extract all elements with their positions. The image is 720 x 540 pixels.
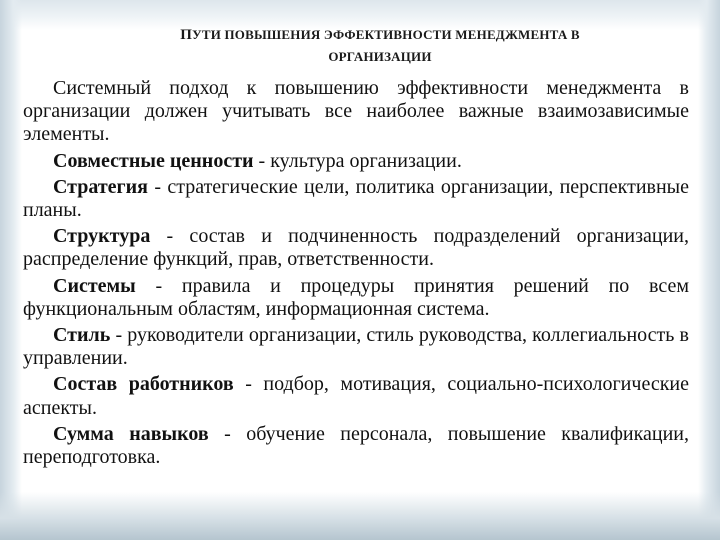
slide-frame-right [698,0,720,540]
item-term: Системы [53,274,136,297]
item-term: Совместные ценности [53,149,254,172]
slide-frame-left [0,0,22,540]
item-text: - правила и процедуры принятия решений по всем функциональным областям, информационная система. [23,274,689,320]
item-text: - состав и подчиненность подразделений организации, распределение функций, прав, ответственности. [23,225,689,271]
item-skills [23,423,689,469]
intro-paragraph: Системный подход к повышению эффективности менеджмента в организации должен учитывать все наиболее важные взаимозависимые элементы. [23,77,689,146]
item-style [23,324,689,370]
title-line1-text: УТИ ПОВЫШЕНИЯ ЭФФЕКТИВНОСТИ МЕНЕДЖМЕНТА В [192,27,580,42]
item-staff [23,373,689,419]
item-term: Стиль [53,324,111,347]
item-text: - подбор, мотивация, социально-психологические аспекты. [23,373,689,419]
item-text: - стратегические цели, политика организации, перспективные планы. [23,175,689,222]
item-structure [23,225,689,271]
item-strategy [23,176,689,222]
item-term: Состав работников [53,373,234,396]
slide-title-line2: ОРГАНИЗАЦИИ [328,49,432,64]
item-term: Стратегия [53,175,148,198]
item-text: - обучение персонала, повышение квалификации, переподготовка. [23,422,690,469]
slide-title [80,24,680,68]
slide-body [23,77,689,472]
title-initial-cap: П [180,27,193,43]
item-text: - руководители организации, стиль руководства, коллегиальность в управлении. [23,324,689,370]
item-text: - культура организации. [253,149,462,172]
item-term: Сумма навыков [53,422,209,445]
slide-frame-bottom [0,492,720,540]
item-shared-values [23,150,689,173]
item-systems [23,275,689,321]
item-term: Структура [53,225,151,248]
slide-title-line1 [80,24,680,46]
